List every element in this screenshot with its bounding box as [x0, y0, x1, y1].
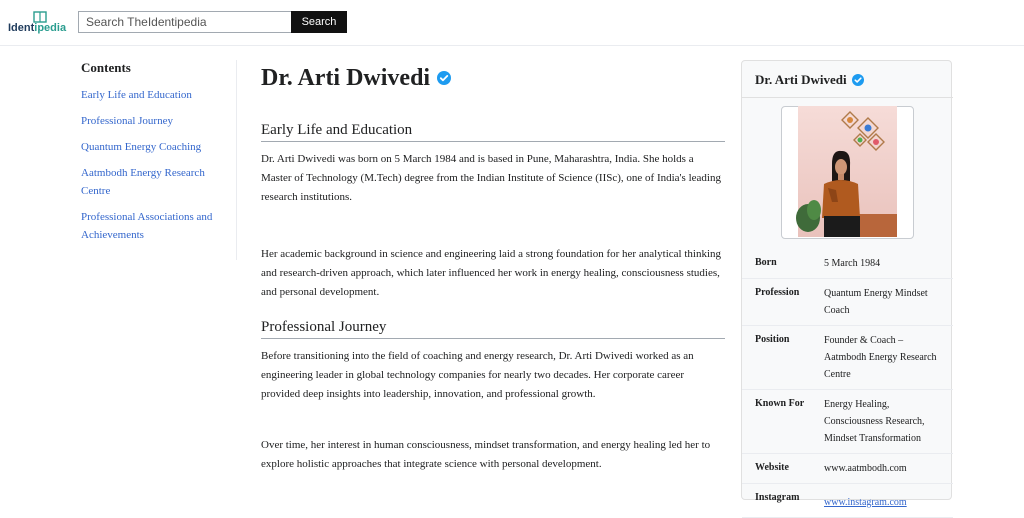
infobox-value-website: www.aatmbodh.com — [824, 463, 907, 474]
top-header — [0, 0, 1024, 46]
infobox-label: Website — [755, 462, 789, 473]
paragraph: Dr. Arti Dwivedi was born on 5 March 1984 and is based in Pune, Maharashtra, India. She holds a Master of Technology (M.Tech) degree from the Indian Institute of Science (IISc), one of India's leading research institutions. — [261, 153, 721, 203]
divider — [742, 97, 953, 98]
paragraph: Her academic background in science and engineering laid a strong foundation for her analytical thinking and research-driven approach, which later influenced her work in energy healing, consciousness studies, and personal development. — [261, 248, 721, 298]
search-input[interactable] — [78, 11, 291, 33]
infobox-value: Quantum Energy Mindset Coach — [824, 288, 928, 316]
instagram-link[interactable]: www.instagram.com — [824, 497, 907, 508]
infobox-row-known-for — [742, 390, 953, 454]
paragraph: Before transitioning into the field of coaching and energy research, Dr. Arti Dwivedi worked as an engineering leader in global technology companies for nearly two decades. Her corporate career provided deep insights into leadership, innovation, and professional growth. — [261, 350, 694, 400]
toc-item-associations[interactable]: Professional Associations and Achievements — [81, 211, 213, 241]
infobox-title — [755, 72, 864, 88]
section-heading-early-life: Early Life and Education — [261, 122, 725, 142]
infobox-table — [742, 249, 953, 518]
section-heading-professional-journey: Professional Journey — [261, 319, 725, 339]
infobox-row-born — [742, 249, 953, 279]
table-of-contents — [81, 60, 237, 260]
toc-item-professional-journey[interactable]: Professional Journey — [81, 115, 173, 127]
infobox-row-profession — [742, 279, 953, 326]
page-title — [261, 60, 725, 96]
article-body — [261, 60, 725, 474]
logo-text: Identipedia — [8, 22, 67, 34]
infobox-label: Known For — [755, 398, 805, 409]
verified-badge-icon — [852, 74, 864, 86]
infobox-value: 5 March 1984 — [824, 258, 881, 269]
infobox-label: Position — [755, 334, 790, 345]
site-logo[interactable] — [8, 11, 70, 37]
infobox-label: Born — [755, 257, 777, 268]
toc-title: Contents — [81, 60, 131, 75]
toc-item-quantum-energy-coaching[interactable]: Quantum Energy Coaching — [81, 141, 202, 153]
infobox-title-text: Dr. Arti Dwivedi — [755, 72, 847, 87]
paragraph: Over time, her interest in human consciousness, mindset transformation, and energy healing led her to explore holistic approaches that integrate science with personal development. — [261, 439, 711, 470]
search-button[interactable]: Search — [291, 11, 347, 33]
infobox-value: Energy Healing, Consciousness Research, Mindset Transformation — [824, 399, 925, 444]
infobox-label: Instagram — [755, 492, 800, 503]
infobox-row-position — [742, 326, 953, 390]
verified-badge-icon — [437, 71, 451, 85]
infobox-row-website — [742, 454, 953, 484]
toc-item-aatmbodh-centre[interactable]: Aatmbodh Energy Research Centre — [81, 167, 205, 197]
page-title-text: Dr. Arti Dwivedi — [261, 64, 431, 91]
infobox-value: Founder & Coach – Aatmbodh Energy Research Centre — [824, 335, 937, 380]
infobox-label: Profession — [755, 287, 800, 298]
infobox — [741, 60, 952, 508]
toc-item-early-life[interactable]: Early Life and Education — [81, 89, 192, 101]
portrait-photo[interactable] — [798, 106, 897, 237]
infobox-row-instagram — [742, 484, 953, 518]
